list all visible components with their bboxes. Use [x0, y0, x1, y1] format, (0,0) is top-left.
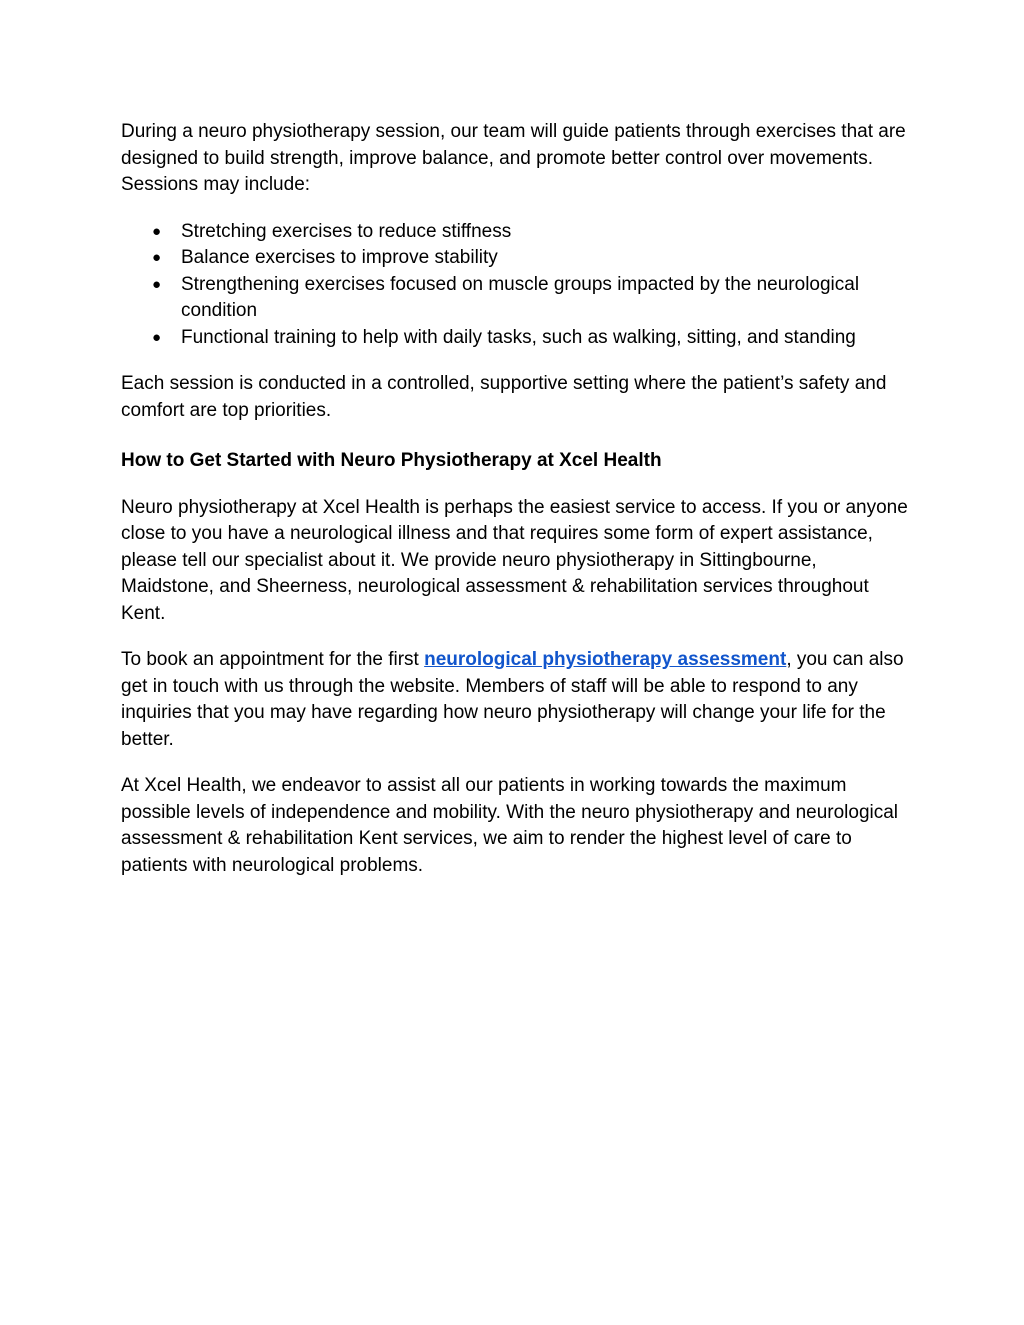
section-heading: How to Get Started with Neuro Physiotherapy at Xcel Health: [121, 450, 662, 471]
booking-paragraph: [121, 647, 911, 753]
list-item: [121, 219, 911, 246]
list-item-text: Strengthening exercises focused on muscle groups impacted by the neurological condition: [181, 273, 860, 321]
bullet-icon: ●: [152, 222, 162, 240]
list-item: [121, 325, 911, 352]
session-activities-list: [121, 219, 911, 352]
closing-paragraph: At Xcel Health, we endeavor to assist all our patients in working towards the maximum possible levels of independence and mobility. With the neuro physiotherapy and neurological assessment & rehabilitation Kent services, we aim to render the highest level of care to patients with neurological problems.: [121, 775, 899, 876]
list-item: [121, 245, 911, 272]
booking-text-before-link: To book an appointment for the first: [121, 649, 425, 670]
list-item-text: Balance exercises to improve stability: [181, 247, 498, 268]
bullet-icon: ●: [152, 249, 162, 266]
booking-text-after-link: , you can also get in touch with us through the website. Members of staff will be able to respond to any inquiries that you may have regarding how neuro physiotherapy will change your life for the better.: [121, 649, 904, 750]
list-item: [121, 272, 911, 325]
access-paragraph: Neuro physiotherapy at Xcel Health is perhaps the easiest service to access. If you or anyone close to you have a neurological illness and that requires some form of expert assistance, please tell our specialist about it. We provide neuro physiotherapy in Sittingbourne, Maidstone, and Sheerness, neurological assessment & rehabilitation services throughout Kent.: [121, 496, 908, 624]
list-item-text: Functional training to help with daily tasks, such as walking, sitting, and standing: [181, 326, 856, 348]
session-paragraph: Each session is conducted in a controlled, supportive setting where the patient’s safety and comfort are top priorities.: [121, 373, 887, 421]
document-page: [121, 119, 911, 899]
list-item-text: Stretching exercises to reduce stiffness: [181, 220, 512, 242]
intro-paragraph: During a neuro physiotherapy session, our team will guide patients through exercises that are designed to build strength, improve balance, and promote better control over movements. Sessions may include:: [121, 121, 906, 195]
bullet-icon: ●: [152, 275, 162, 293]
bullet-icon: ●: [152, 328, 162, 346]
assessment-link[interactable]: neurological physiotherapy assessment: [424, 649, 787, 670]
